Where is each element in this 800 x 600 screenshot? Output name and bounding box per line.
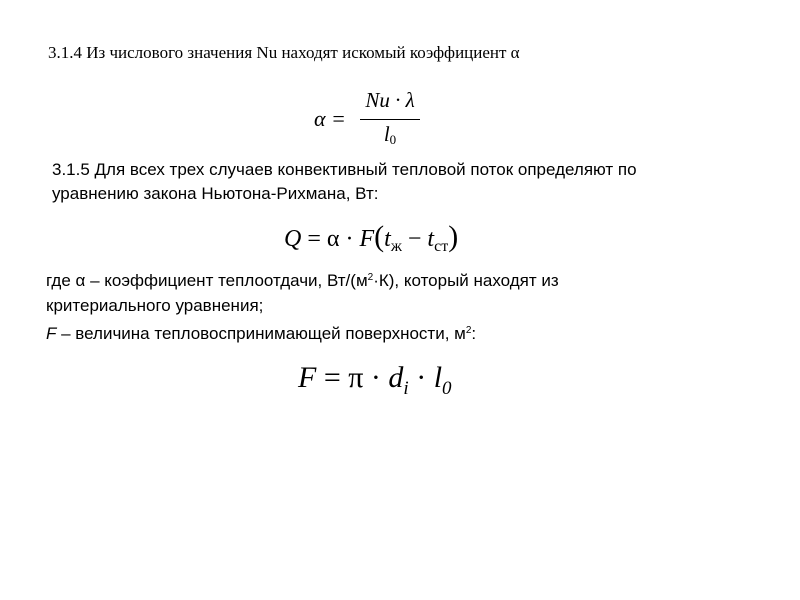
- where-line-1-sup: 2: [367, 272, 374, 283]
- where-line-1: [46, 265, 766, 293]
- formula-2-q: Q: [284, 226, 302, 252]
- formula-2-f: F: [359, 226, 375, 252]
- formula-3-f: F: [298, 361, 317, 394]
- alpha-formula-denominator: [356, 122, 424, 152]
- formula-2-t1: t: [384, 226, 391, 252]
- where-line-3-sup: 2: [465, 325, 472, 336]
- formula-3-l-sub: 0: [442, 378, 452, 399]
- area-formula: [298, 358, 452, 409]
- section-3-1-4: [48, 42, 520, 64]
- section-3-1-5-line-1: 3.1.5 Для всех трех случаев конвективный тепловой поток определяют по: [52, 160, 637, 179]
- formula-3-dot-2: ·: [416, 361, 427, 394]
- formula-2-t2: t: [427, 226, 435, 252]
- section-3-1-4-text: 3.1.4 Из числового значения Nu находят искомый коэффициент α: [48, 43, 520, 62]
- formula-3-l: l: [433, 361, 443, 394]
- formula-2-close-paren: ): [448, 220, 459, 253]
- formula-2-alpha: α: [326, 226, 340, 252]
- alpha-formula-numerator: Nu · λ: [365, 88, 415, 112]
- formula-2-dot: ·: [345, 226, 354, 252]
- alpha-formula-fraction: [356, 86, 424, 150]
- formula-3-pi: π: [348, 361, 364, 394]
- where-line-3-end: :: [471, 324, 477, 343]
- alpha-formula-denominator-var: l: [383, 122, 390, 146]
- formula-3-eq: =: [323, 361, 341, 394]
- formula-2-minus: −: [407, 226, 422, 252]
- where-line-3: [46, 318, 766, 346]
- section-3-1-5: [52, 158, 772, 206]
- alpha-formula-denominator-sub: 0: [389, 132, 397, 147]
- formula-2-eq: =: [307, 226, 321, 252]
- where-line-3-var: F: [46, 324, 57, 343]
- formula-3-d: d: [388, 361, 404, 394]
- formula-3-dot-1: ·: [370, 361, 381, 394]
- alpha-formula-lhs: α =: [314, 106, 346, 131]
- formula-2-t2-sub: ст: [434, 238, 449, 255]
- where-line-2: критериального уравнения;: [46, 296, 264, 315]
- where-line-1-prefix: где α – коэффициент теплоотдачи, Вт/(м: [46, 271, 368, 290]
- newton-richmann-formula: [284, 221, 458, 263]
- fraction-bar: [360, 119, 420, 120]
- where-line-1-suffix: ·К), который находят из: [373, 271, 559, 290]
- formula-2-open-paren: (: [374, 220, 385, 253]
- formula-3-d-sub: i: [403, 378, 409, 399]
- section-3-1-5-line-2: уравнению закона Ньютона-Рихмана, Вт:: [52, 184, 379, 203]
- alpha-formula: [314, 86, 434, 150]
- formula-2-t1-sub: ж: [390, 238, 402, 255]
- where-line-3-text: – величина тепловоспринимающей поверхности, м: [56, 324, 466, 343]
- where-block: [46, 265, 766, 346]
